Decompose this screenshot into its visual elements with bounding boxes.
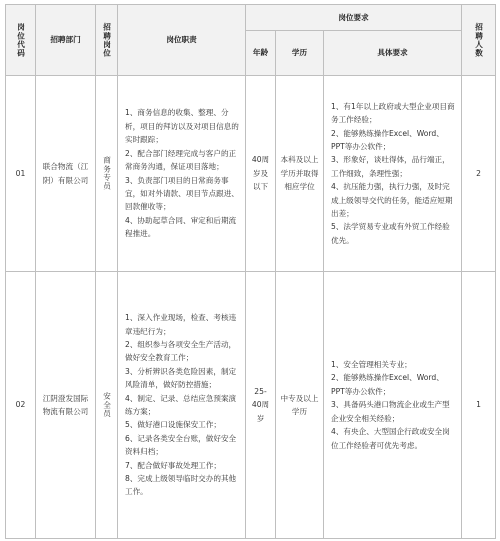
duty-item: 3、负责部门项目的日常商务事宜，如对外请款、项目节点跟进、回款催收等；: [125, 175, 239, 212]
row-age: 25-40周岁: [246, 272, 276, 539]
row-requirements: [324, 272, 462, 539]
requirement-item: 2、能够熟练操作Excel、Word、PPT等办公软件；: [331, 128, 444, 151]
requirement-item: 4、有央企、大型国企行政或安全岗位工作经验者可优先考虑。: [331, 427, 450, 450]
duty-item: 1、深入作业现场，检查、考核违章违纪行为；: [125, 313, 237, 336]
requirement-item: 3、具备码头港口物流企业或生产型企业安全相关经验；: [331, 400, 450, 423]
requirement-item: 1、安全管理相关专业；: [331, 360, 412, 370]
header-detail: 具体要求: [324, 31, 462, 76]
row-count: 1: [462, 272, 496, 539]
recruitment-table: [5, 4, 496, 539]
header-edu: 学历: [276, 31, 324, 76]
row-requirements: [324, 76, 462, 272]
duty-item: 2、组织参与各项安全生产活动，做好安全教育工作；: [125, 339, 237, 363]
duty-item: 4、制定、记录、总结应急预案演练方案；: [125, 393, 237, 416]
row-dept: 联合物流（江阴）有限公司: [36, 76, 96, 272]
duty-item: 2、配合部门经理完成与客户的正常商务沟通，保证项目落地；: [125, 148, 237, 172]
table-row: [6, 272, 496, 539]
row-post: 商务专员: [96, 76, 118, 272]
header-count: 招聘人数: [462, 5, 496, 76]
header-row-top: [6, 5, 496, 31]
duty-item: 7、配合做好事故处理工作；: [125, 460, 221, 470]
duty-item: 5、做好港口设施保安工作；: [125, 420, 221, 430]
header-duty: 岗位职责: [118, 5, 246, 76]
row-edu: 中专及以上学历: [276, 272, 324, 539]
row-edu: 本科及以上学历并取得相应学位: [276, 76, 324, 272]
duty-item: 4、协助起草合同、审定和后期流程推进。: [125, 215, 237, 239]
header-dept: 招聘部门: [36, 5, 96, 76]
row-count: 2: [462, 76, 496, 272]
requirement-item: 3、形象好，谈吐得体，品行端正，工作细致，条理性强；: [331, 155, 450, 178]
requirement-item: 5、法学贸易专业或有外贸工作经验优先。: [331, 222, 450, 245]
row-code: 01: [6, 76, 36, 272]
duty-item: 8、完成上级领导临时交办的其他工作。: [125, 474, 237, 497]
duty-item: 6、记录各类安全台账，做好安全资料归档；: [125, 433, 237, 457]
requirement-item: 1、有1年以上政府或大型企业项目商务工作经验；: [331, 101, 455, 125]
row-dept: 江阴澄发国际物流有限公司: [36, 272, 96, 539]
requirement-item: 2、能够熟练操作Excel、Word、PPT等办公软件；: [331, 373, 444, 396]
header-requirements: 岗位要求: [246, 5, 462, 31]
table-row: [6, 76, 496, 272]
header-age: 年龄: [246, 31, 276, 76]
duty-item: 1、商务信息的收集、整理、分析，项目的拜访以及对项目信息的实时跟踪；: [125, 108, 239, 145]
row-post: 安全员: [96, 272, 118, 539]
header-post: 招聘岗位: [96, 5, 118, 76]
row-duties: [118, 76, 246, 272]
row-code: 02: [6, 272, 36, 539]
header-code: 岗位代码: [6, 5, 36, 76]
row-duties: [118, 272, 246, 539]
row-age: 40周岁及以下: [246, 76, 276, 272]
requirement-item: 4、抗压能力强，执行力强，及时完成上级领导交代的任务，能适应短期出差；: [331, 182, 453, 219]
duty-item: 3、分析辨识各类危险因素，制定风险清单，做好防控措施；: [125, 366, 237, 390]
